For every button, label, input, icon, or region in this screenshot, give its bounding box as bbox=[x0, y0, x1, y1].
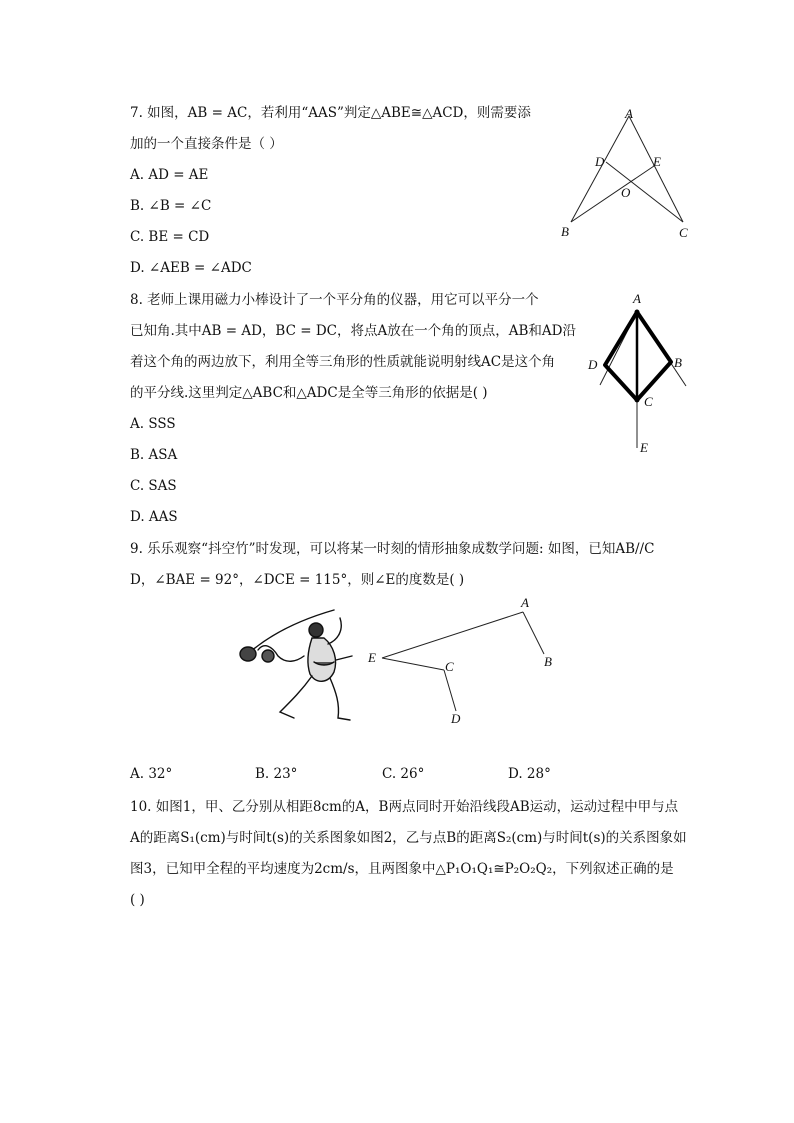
q7-segment-cd bbox=[606, 162, 683, 222]
q8-label-d: D bbox=[588, 357, 598, 372]
q8-stem-line1: 8. 老师上课用磁力小棒设计了一个平分角的仪器，用它可以平分一个 bbox=[130, 292, 539, 308]
q8-stem-line2: 已知角.其中AB = AD，BC = DC，将点A放在一个角的顶点，AB和AD沿 bbox=[130, 323, 576, 339]
q8-figure bbox=[580, 290, 700, 460]
q8-label-b: B bbox=[674, 355, 682, 370]
q8-option-d[interactable]: D. AAS bbox=[130, 509, 178, 525]
q9-option-b[interactable]: B. 23° bbox=[255, 766, 298, 782]
q8-stem-line3: 着这个角的两边放下，利用全等三角形的性质就能说明射线AC是这个角 bbox=[130, 354, 556, 370]
q9-stem-line2: D，∠BAE = 92°，∠DCE = 115°，则∠E的度数是( ) bbox=[130, 572, 465, 588]
q8-option-b[interactable]: B. ASA bbox=[130, 447, 178, 463]
q9-label-e: E bbox=[368, 650, 376, 665]
q8-label-c: C bbox=[644, 394, 653, 409]
q7-option-c[interactable]: C. BE = CD bbox=[130, 229, 210, 245]
q9-segment-cd bbox=[444, 670, 456, 711]
q9-label-d: D bbox=[451, 711, 461, 726]
q9-stem-line1: 9. 乐乐观察“抖空竹”时发现，可以将某一时刻的情形抽象成数学问题: 如图，已知AB//C bbox=[130, 541, 655, 557]
q7-label-e: E bbox=[653, 154, 661, 169]
q7-label-b: B bbox=[561, 224, 569, 239]
q8-label-e: E bbox=[640, 440, 648, 455]
q9-segment-ea bbox=[382, 612, 523, 658]
q7-option-a[interactable]: A. AD = AE bbox=[130, 167, 209, 183]
q7-segment-ab bbox=[571, 116, 629, 222]
q8-option-c[interactable]: C. SAS bbox=[130, 478, 177, 494]
q9-label-c: C bbox=[445, 659, 454, 674]
q9-option-d[interactable]: D. 28° bbox=[508, 766, 551, 782]
q9-segment-ec bbox=[382, 658, 444, 670]
q8-label-a: A bbox=[633, 291, 641, 306]
q9-option-a[interactable]: A. 32° bbox=[130, 766, 173, 782]
q7-segment-ac bbox=[629, 116, 683, 222]
q10-stem-line4: ( ) bbox=[130, 892, 145, 908]
q7-label-a: A bbox=[625, 106, 633, 121]
q7-figure bbox=[555, 104, 715, 244]
q7-stem-line2: 加的一个直接条件是（ ） bbox=[130, 136, 283, 152]
q9-label-b: B bbox=[544, 654, 552, 669]
q7-stem-line1: 7. 如图，AB = AC，若利用“AAS”判定△ABE≅△ACD，则需要添 bbox=[130, 105, 531, 121]
q9-figure bbox=[366, 596, 566, 726]
q8-stem-line4: 的平分线.这里判定△ABC和△ADC是全等三角形的依据是( ) bbox=[130, 385, 488, 401]
q7-segment-be bbox=[571, 166, 654, 222]
q9-label-a: A bbox=[521, 595, 529, 610]
diabolo-player-illustration bbox=[236, 600, 366, 730]
q7-label-o: O bbox=[621, 185, 631, 200]
q7-label-c: C bbox=[679, 225, 688, 240]
q10-stem-line3: 图3，已知甲全程的平均速度为2cm/s，且两图象中△P₁O₁Q₁≅P₂O₂Q₂，下列叙述正确的是 bbox=[130, 861, 674, 877]
q7-label-d: D bbox=[595, 154, 605, 169]
q9-option-c[interactable]: C. 26° bbox=[382, 766, 425, 782]
q8-option-a[interactable]: A. SSS bbox=[130, 416, 176, 432]
q7-option-b[interactable]: B. ∠B = ∠C bbox=[130, 198, 212, 214]
q9-segment-ab bbox=[523, 612, 544, 654]
q7-option-d[interactable]: D. ∠AEB = ∠ADC bbox=[130, 260, 252, 276]
q10-stem-line2: A的距离S₁(cm)与时间t(s)的关系图象如图2，乙与点B的距离S₂(cm)与时间t(s)的关系图象如 bbox=[130, 830, 687, 846]
q10-stem-line1: 10. 如图1，甲、乙分别从相距8cm的A，B两点同时开始沿线段AB运动，运动过程中甲与点 bbox=[130, 799, 679, 815]
